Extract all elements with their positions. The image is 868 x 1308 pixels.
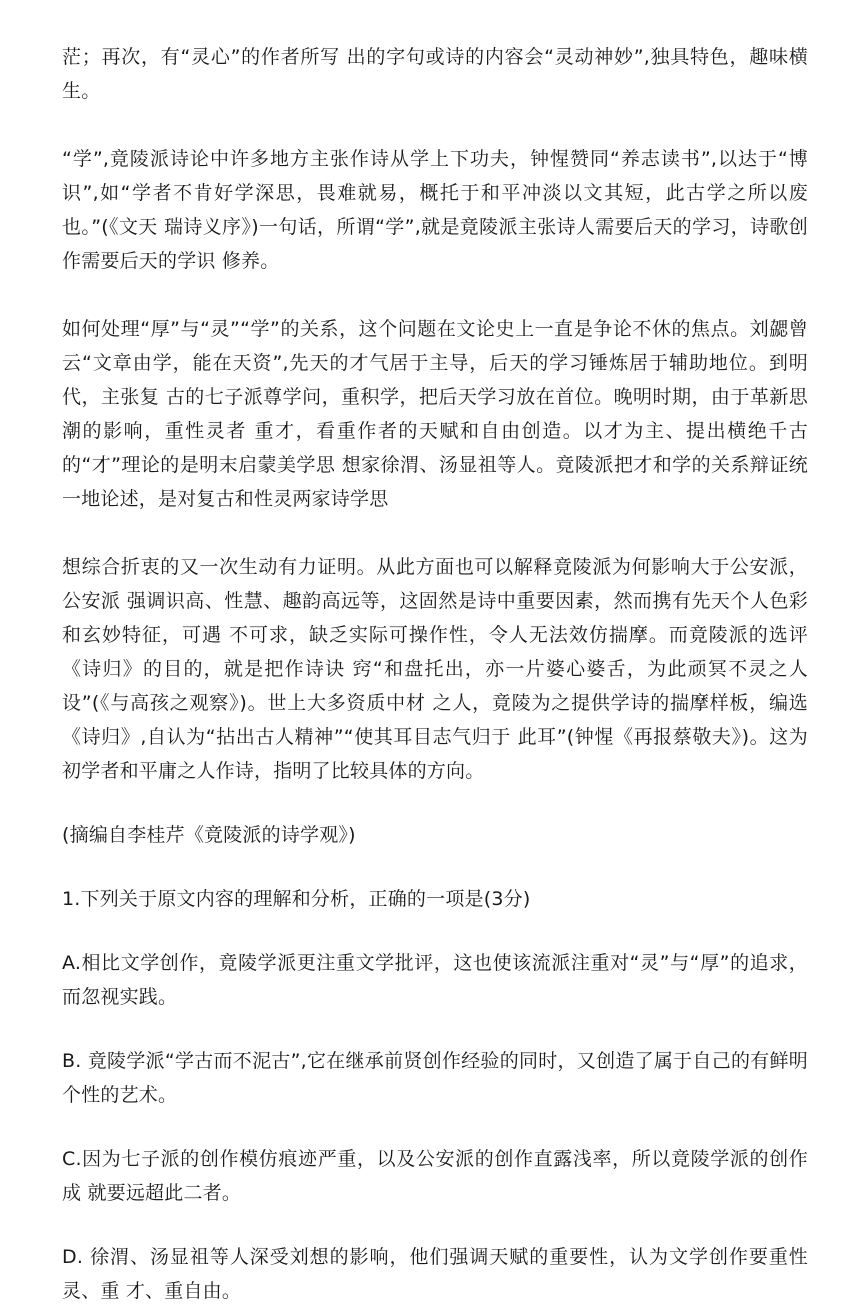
- paragraph-4: 想综合折衷的又一次生动有力证明。从此方面也可以解释竟陵派为何影响大于公安派，公安派 强调识高、性慧、趣韵高远等，这固然是诗中重要因素，然而携有先天个人色彩和玄妙特征，可遇 不可求，缺乏实际可操作性，令人无法效仿揣摩。而竟陵派的选评《诗归》的目的，就是把作诗诀 窍“和盘托出，亦一片婆心婆舌，为此顽冥不灵之人设”(《与高孩之观察》)。世上大多资质中材 之人，竟陵为之提供学诗的揣摩样板，编选《诗归》,自认为“拈出古人精神”“使其耳目志气归于 此耳”(钟惺《再报蔡敬夫》)。这为初学者和平庸之人作诗，指明了比较具体的方向。: [62, 556, 808, 782]
- option-c: C.因为七子派的创作模仿痕迹严重，以及公安派的创作直露浅率，所以竟陵学派的创作成 就要远超此二者。: [62, 1148, 808, 1204]
- source-citation: (摘编自李桂芹《竟陵派的诗学观》): [62, 824, 356, 846]
- question-stem: 1.下列关于原文内容的理解和分析，正确的一项是(3分): [62, 888, 531, 910]
- option-d: D. 徐渭、汤显祖等人深受刘想的影响，他们强调天赋的重要性，认为文学创作要重性灵、重 才、重自由。: [62, 1246, 808, 1302]
- document-page: [62, 40, 808, 1308]
- paragraph-1: 茫；再次，有“灵心”的作者所写 出的字句或诗的内容会“灵动神妙”,独具特色，趣味横生。: [62, 46, 808, 102]
- paragraph-2: “学”,竟陵派诗论中许多地方主张作诗从学上下功夫，钟惺赞同“养志读书”,以达于“博 识”,如“学者不肯好学深思，畏难就易，概托于和平冲淡以文其短，此古学之所以废也。”(《文天 瑞诗义序》)一句话，所谓“学”,就是竟陵派主张诗人需要后天的学习，诗歌创作需要后天的学识 修养。: [62, 148, 808, 272]
- option-a: A.相比文学创作，竟陵学派更注重文学批评，这也使该流派注重对“灵”与“厚”的追求，而忽视实践。: [62, 952, 808, 1008]
- option-b: B. 竟陵学派“学古而不泥古”,它在继承前贤创作经验的同时，又创造了属于自己的有鲜明个性的艺术。: [62, 1050, 808, 1106]
- paragraph-3: 如何处理“厚”与“灵”“学”的关系，这个问题在文论史上一直是争论不休的焦点。刘勰曾云“文章由学，能在天资”,先天的才气居于主导，后天的学习锤炼居于辅助地位。到明代，主张复 古的七子派尊学问，重积学，把后天学习放在首位。晚明时期，由于革新思潮的影响，重性灵者 重才，看重作者的天赋和自由创造。以才为主、提出横绝千古的“才”理论的是明末启蒙美学思 想家徐渭、汤显祖等人。竟陵派把才和学的关系辩证统一地论述，是对复古和性灵两家诗学思: [62, 318, 808, 510]
